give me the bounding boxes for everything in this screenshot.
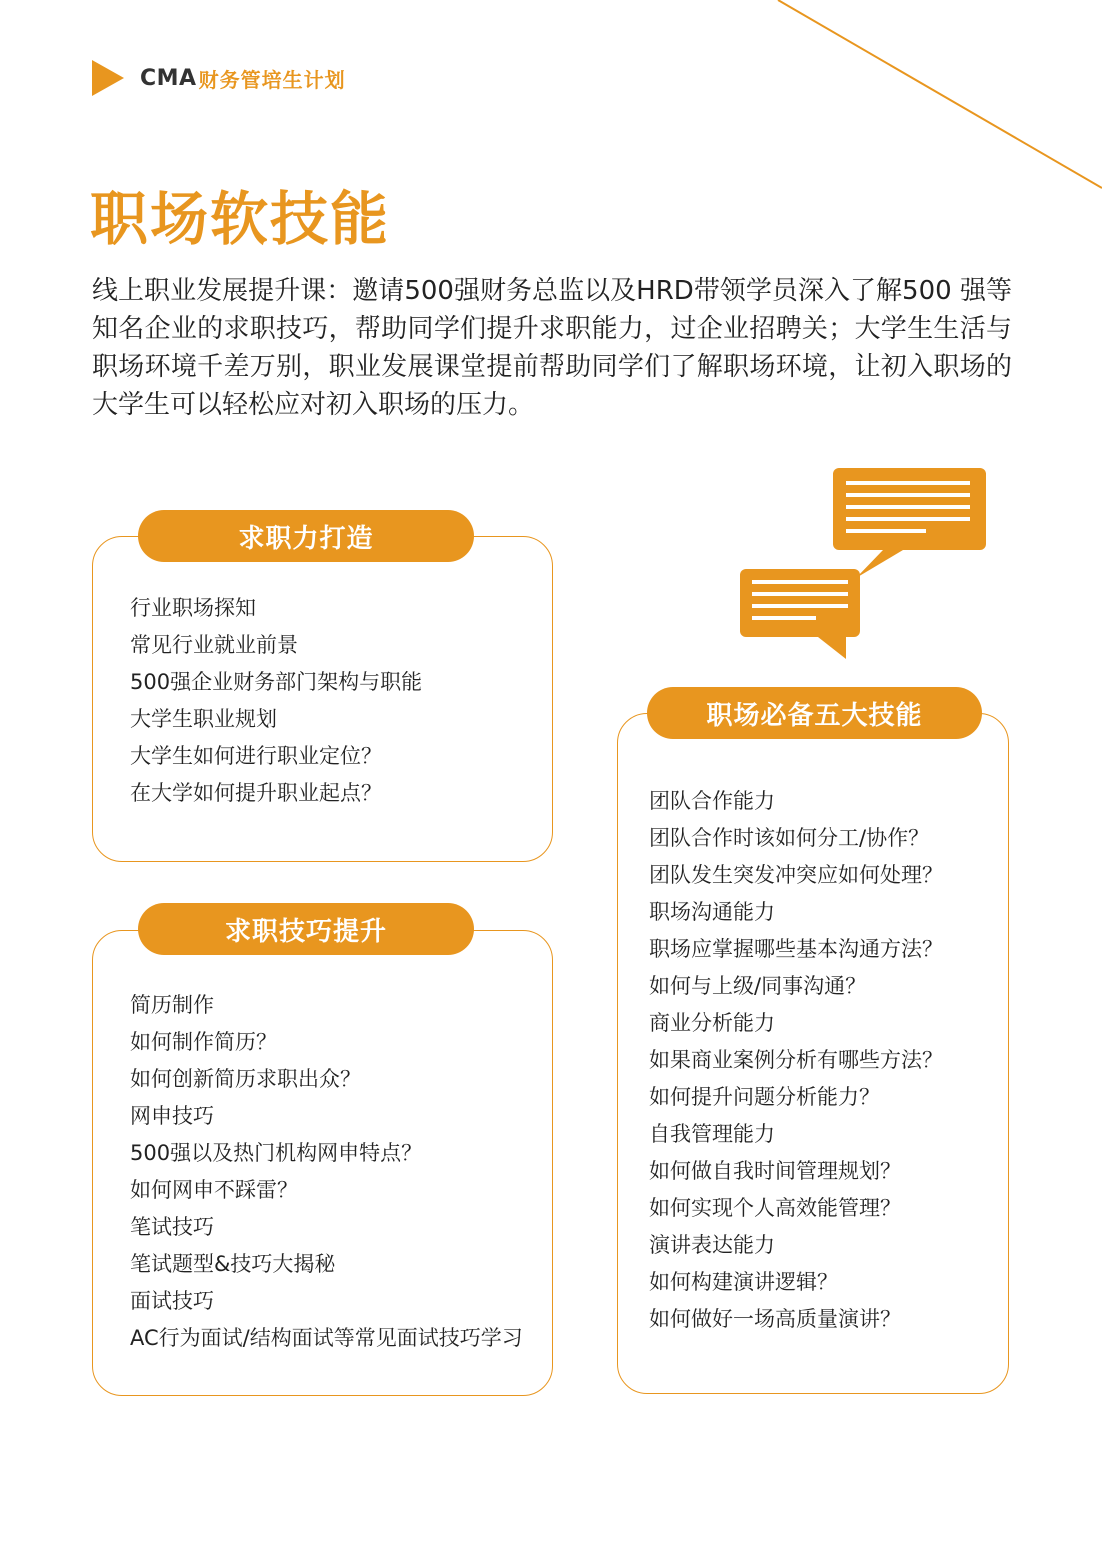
list-item: 自我管理能力 [649,1122,775,1146]
header-subtitle: 财务管培生计划 [198,67,346,92]
list-item: 笔试技巧 [130,1215,214,1239]
list-item: 500强企业财务部门架构与职能 [130,670,423,694]
header-brand: CMA [140,65,197,91]
section-title-job-ability: 求职力打造 [138,510,474,562]
header [92,60,346,96]
intro-paragraph: 线上职业发展提升课：邀请500强财务总监以及HRD带领学员深入了解500 强等知名企业的求职技巧，帮助同学们提升求职能力，过企业招聘关；大学生生活与职场环境千差万别，职业发展课堂提前帮助同学们了解职场环境，让初入职场的大学生可以轻松应对初入职场的压力。 [92,276,1012,420]
list-item: 如何实现个人高效能管理？ [649,1196,901,1220]
list-item: 常见行业就业前景 [130,633,298,657]
list-item: AC行为面试/结构面试等常见面试技巧学习 [130,1326,523,1350]
section-list-job-skills [130,987,523,1357]
list-item: 500强以及热门机构网申特点？ [130,1141,423,1165]
list-item: 如何做自我时间管理规划？ [649,1159,901,1183]
list-item: 如果商业案例分析有哪些方法？ [649,1048,943,1072]
list-item: 如何做好一场高质量演讲？ [649,1307,901,1331]
list-item: 如何制作简历？ [130,1030,277,1054]
list-item: 如何创新简历求职出众？ [130,1067,361,1091]
corner-diagonal-line [0,0,1102,200]
list-item: 职场应掌握哪些基本沟通方法？ [649,937,943,961]
list-item: 团队合作能力 [649,789,775,813]
list-item: 团队合作时该如何分工/协作？ [649,826,930,850]
list-item: 简历制作 [130,993,214,1017]
list-item: 大学生职业规划 [130,707,277,731]
section-title-five-skills: 职场必备五大技能 [647,687,982,739]
list-item: 网申技巧 [130,1104,214,1128]
list-item: 如何提升问题分析能力？ [649,1085,880,1109]
list-item: 演讲表达能力 [649,1233,775,1257]
list-item: 笔试题型&技巧大揭秘 [130,1252,336,1276]
list-item: 行业职场探知 [130,596,256,620]
list-item: 团队发生突发冲突应如何处理？ [649,863,943,887]
chat-bubbles-icon [738,466,988,662]
list-item: 如何构建演讲逻辑？ [649,1270,838,1294]
section-list-five-skills [649,783,943,1338]
page-title: 职场软技能 [90,185,391,253]
list-item: 职场沟通能力 [649,900,775,924]
list-item: 如何与上级/同事沟通？ [649,974,867,998]
list-item: 商业分析能力 [649,1011,775,1035]
list-item: 面试技巧 [130,1289,214,1313]
list-item: 大学生如何进行职业定位？ [130,744,382,768]
list-item: 如何网申不踩雷？ [130,1178,298,1202]
triangle-marker-icon [92,60,124,96]
section-title-job-skills: 求职技巧提升 [138,903,474,955]
section-list-job-ability [130,590,422,812]
list-item: 在大学如何提升职业起点？ [130,781,382,805]
